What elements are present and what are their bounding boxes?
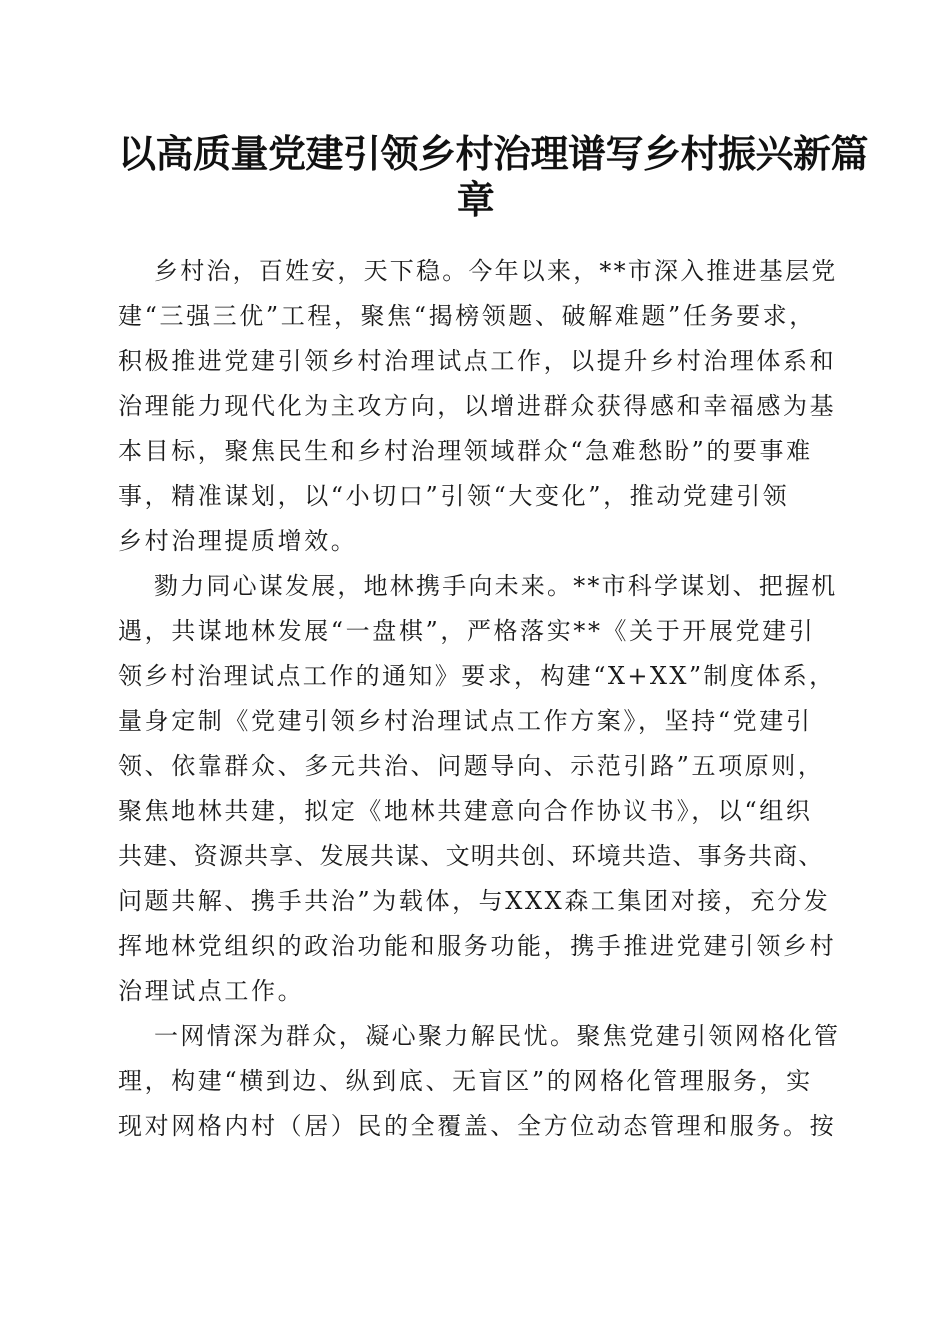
paragraph-line: 领、依靠群众、多元共治、问题导向、示范引路”五项原则， xyxy=(118,752,825,780)
title-line: 以高质量党建引领乡村治理谱写乡村振兴新篇 xyxy=(118,131,869,176)
paragraph-line: 量身定制《党建引领乡村治理试点工作方案》，坚持“党建引 xyxy=(118,707,813,735)
paragraph-line: 乡村治，百姓安，天下稳。今年以来，**市深入推进基层党 xyxy=(154,257,838,285)
paragraph-line: 聚焦地林共建，拟定《地林共建意向合作协议书》，以“组织 xyxy=(118,797,813,825)
paragraph-line: 遇，共谋地林发展“一盘棋”，严格落实**《关于开展党建引 xyxy=(118,617,816,645)
paragraph-2 xyxy=(118,564,840,1014)
paragraph-line: 治理能力现代化为主攻方向，以增进群众获得感和幸福感为基 xyxy=(118,392,837,420)
paragraph-line: 挥地林党组织的政治功能和服务功能，携手推进党建引领乡村 xyxy=(118,932,837,960)
paragraph-line: 共建、资源共享、发展共谋、文明共创、环境共造、事务共商、 xyxy=(118,842,824,870)
paragraph-line: 积极推进党建引领乡村治理试点工作，以提升乡村治理体系和 xyxy=(118,347,837,375)
paragraph-line: 治理试点工作。 xyxy=(118,977,305,1005)
paragraph-line: 现对网格内村（居）民的全覆盖、全方位动态管理和服务。按 xyxy=(118,1112,837,1140)
paragraph-line: 事，精准谋划，以“小切口”引领“大变化”，推动党建引领 xyxy=(118,482,790,510)
document-title xyxy=(118,131,869,223)
paragraph-line: 一网情深为群众，凝心聚力解民忧。聚焦党建引领网格化管 xyxy=(154,1022,841,1050)
title-line: 章 xyxy=(456,177,495,222)
paragraph-line: 乡村治理提质增效。 xyxy=(118,527,358,555)
document-body xyxy=(118,249,840,1149)
paragraph-line: 建“三强三优”工程，聚焦“揭榜领题、破解难题”任务要求， xyxy=(118,302,816,330)
paragraph-3 xyxy=(118,1014,840,1149)
paragraph-line: 理，构建“横到边、纵到底、无盲区”的网格化管理服务，实 xyxy=(118,1067,813,1095)
paragraph-line: 问题共解、携手共治”为载体，与XXX森工集团对接，充分发 xyxy=(118,887,831,915)
paragraph-line: 本目标，聚焦民生和乡村治理领域群众“急难愁盼”的要事难 xyxy=(118,437,813,465)
paragraph-1 xyxy=(118,249,840,564)
paragraph-line: 勠力同心谋发展，地林携手向未来。**市科学谋划、把握机 xyxy=(154,572,838,600)
paragraph-line: 领乡村治理试点工作的通知》要求，构建“X+XX”制度体系， xyxy=(118,662,836,690)
